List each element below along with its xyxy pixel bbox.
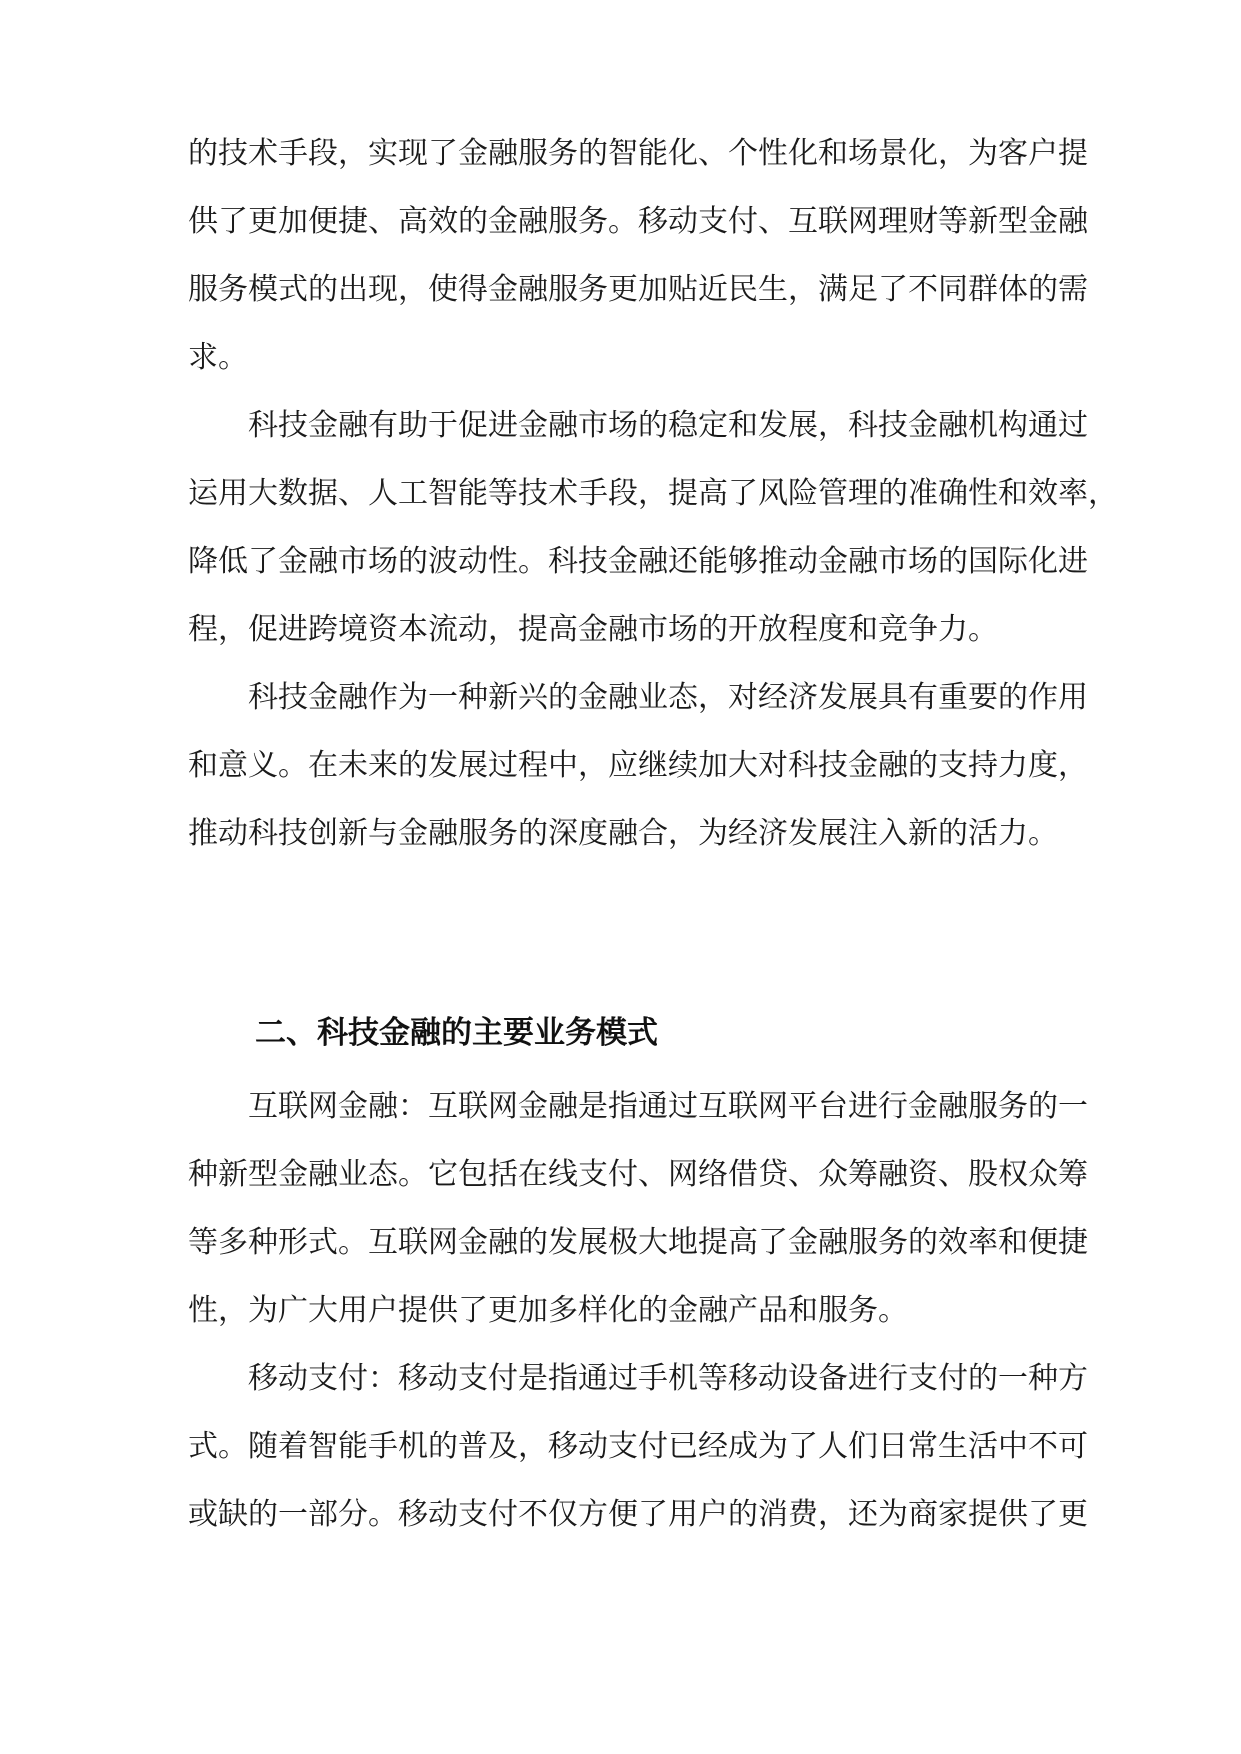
paragraph-2-line-1: 科技金融有助于促进金融市场的稳定和发展，科技金融机构通过 <box>248 408 1088 443</box>
paragraph-1-line-2: 供了更加便捷、高效的金融服务。移动支付、互联网理财等新型金融 <box>188 204 1088 239</box>
section-heading: 二、科技金融的主要业务模式 <box>255 1015 658 1051</box>
paragraph-5-line-2: 式。随着智能手机的普及，移动支付已经成为了人们日常生活中不可 <box>188 1429 1088 1464</box>
paragraph-1-line-1: 的技术手段，实现了金融服务的智能化、个性化和场景化，为客户提 <box>188 136 1088 171</box>
paragraph-1-line-4: 求。 <box>188 340 248 375</box>
paragraph-4-line-2: 种新型金融业态。它包括在线支付、网络借贷、众筹融资、股权众筹 <box>188 1157 1088 1192</box>
paragraph-2-line-3: 降低了金融市场的波动性。科技金融还能够推动金融市场的国际化进 <box>188 544 1088 579</box>
paragraph-2-line-4: 程，促进跨境资本流动，提高金融市场的开放程度和竞争力。 <box>188 612 998 647</box>
paragraph-5-line-3: 或缺的一部分。移动支付不仅方便了用户的消费，还为商家提供了更 <box>188 1497 1088 1532</box>
paragraph-3-line-2: 和意义。在未来的发展过程中，应继续加大对科技金融的支持力度， <box>188 748 1088 783</box>
paragraph-4-line-4: 性，为广大用户提供了更加多样化的金融产品和服务。 <box>188 1293 908 1328</box>
paragraph-2-line-2: 运用大数据、人工智能等技术手段，提高了风险管理的准确性和效率， <box>188 476 1118 511</box>
paragraph-4-line-3: 等多种形式。互联网金融的发展极大地提高了金融服务的效率和便捷 <box>188 1225 1088 1260</box>
paragraph-5-line-1: 移动支付：移动支付是指通过手机等移动设备进行支付的一种方 <box>248 1361 1088 1396</box>
paragraph-1-line-3: 服务模式的出现，使得金融服务更加贴近民生，满足了不同群体的需 <box>188 272 1088 307</box>
paragraph-3-line-1: 科技金融作为一种新兴的金融业态，对经济发展具有重要的作用 <box>248 680 1088 715</box>
paragraph-3-line-3: 推动科技创新与金融服务的深度融合，为经济发展注入新的活力。 <box>188 816 1058 851</box>
paragraph-4-line-1: 互联网金融：互联网金融是指通过互联网平台进行金融服务的一 <box>248 1089 1088 1124</box>
